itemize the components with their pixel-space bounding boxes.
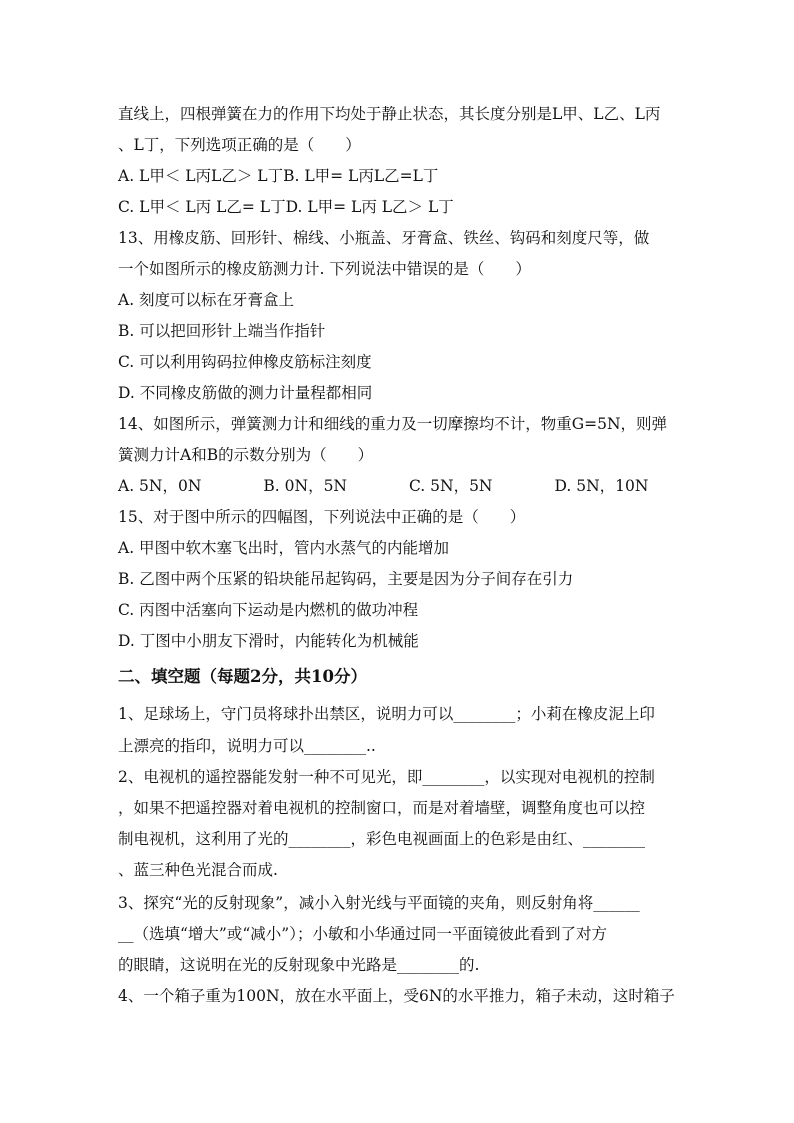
text-line: 上漂亮的指印，说明力可以________.. xyxy=(118,737,376,755)
option-line: B. 可以把回形针上端当作指针 xyxy=(118,322,326,340)
option-line: C. 丙图中活塞向下运动是内燃机的做功冲程 xyxy=(118,601,419,619)
text-line: 制电视机，这利用了光的________，彩色电视画面上的色彩是由红、________ xyxy=(118,830,646,848)
text-line: __（选填“增大”或“减小”）；小敏和小华通过同一平面镜彼此看到了对方 xyxy=(118,925,607,943)
text-line: 、蓝三种色光混合而成. xyxy=(118,861,278,879)
section-heading: 二、填空题（每题2分，共10分） xyxy=(118,667,367,686)
option-line: D. 丁图中小朋友下滑时，内能转化为机械能 xyxy=(118,632,419,650)
option-line: A. 刻度可以标在牙膏盒上 xyxy=(118,291,295,309)
question-13-line: 13、用橡皮筋、回形针、棉线、小瓶盖、牙膏盒、铁丝、钩码和刻度尺等，做 xyxy=(118,229,650,247)
question-15-line: 15、对于图中所示的四幅图，下列说法中正确的是（ ） xyxy=(118,508,526,526)
text-line: 一个如图所示的橡皮筋测力计. 下列说法中错误的是（ ） xyxy=(118,260,531,278)
option-line: D. 不同橡皮筋做的测力计量程都相同 xyxy=(118,384,373,402)
text-line: 簧测力计A和B的示数分别为（ ） xyxy=(118,446,374,464)
option-line: C. 可以利用钩码拉伸橡皮筋标注刻度 xyxy=(118,353,372,371)
fill-blank-4-line: 4、一个箱子重为100N，放在水平面上，受6N的水平推力，箱子未动，这时箱子 xyxy=(118,987,675,1005)
fill-blank-3-line: 3、探究“光的反射现象”，减小入射光线与平面镜的夹角，则反射角将______ xyxy=(118,894,640,912)
text-line: 、L丁，下列选项正确的是（ ） xyxy=(118,136,361,154)
text-line: 的眼睛，这说明在光的反射现象中光路是________的. xyxy=(118,956,480,974)
option-line: A. L甲＜ L丙L乙＞ L丁B. L甲= L丙L乙=L丁 xyxy=(118,167,439,185)
fill-blank-1-line: 1、足球场上，守门员将球扑出禁区，说明力可以________；小莉在橡皮泥上印 xyxy=(118,705,655,723)
text-line: 直线上，四根弹簧在力的作用下均处于静止状态，其长度分别是L甲、L乙、L丙 xyxy=(118,105,661,123)
text-line: ，如果不把遥控器对着电视机的控制窗口，而是对着墙壁，调整角度也可以控 xyxy=(118,799,646,817)
option-line: A. 5N，0N B. 0N，5N C. 5N，5N D. 5N，10N xyxy=(118,477,649,495)
option-line: C. L甲＜ L丙 L乙= L丁D. L甲= L丙 L乙＞ L丁 xyxy=(118,198,454,216)
fill-blank-2-line: 2、电视机的遥控器能发射一种不可见光，即________，以实现对电视机的控制 xyxy=(118,768,655,786)
question-14-line: 14、如图所示，弹簧测力计和细线的重力及一切摩擦均不计，物重G=5N，则弹 xyxy=(118,415,668,433)
option-line: B. 乙图中两个压紧的铅块能吊起钩码，主要是因为分子间存在引力 xyxy=(118,570,574,588)
option-line: A. 甲图中软木塞飞出时，管内水蒸气的内能增加 xyxy=(118,539,450,557)
